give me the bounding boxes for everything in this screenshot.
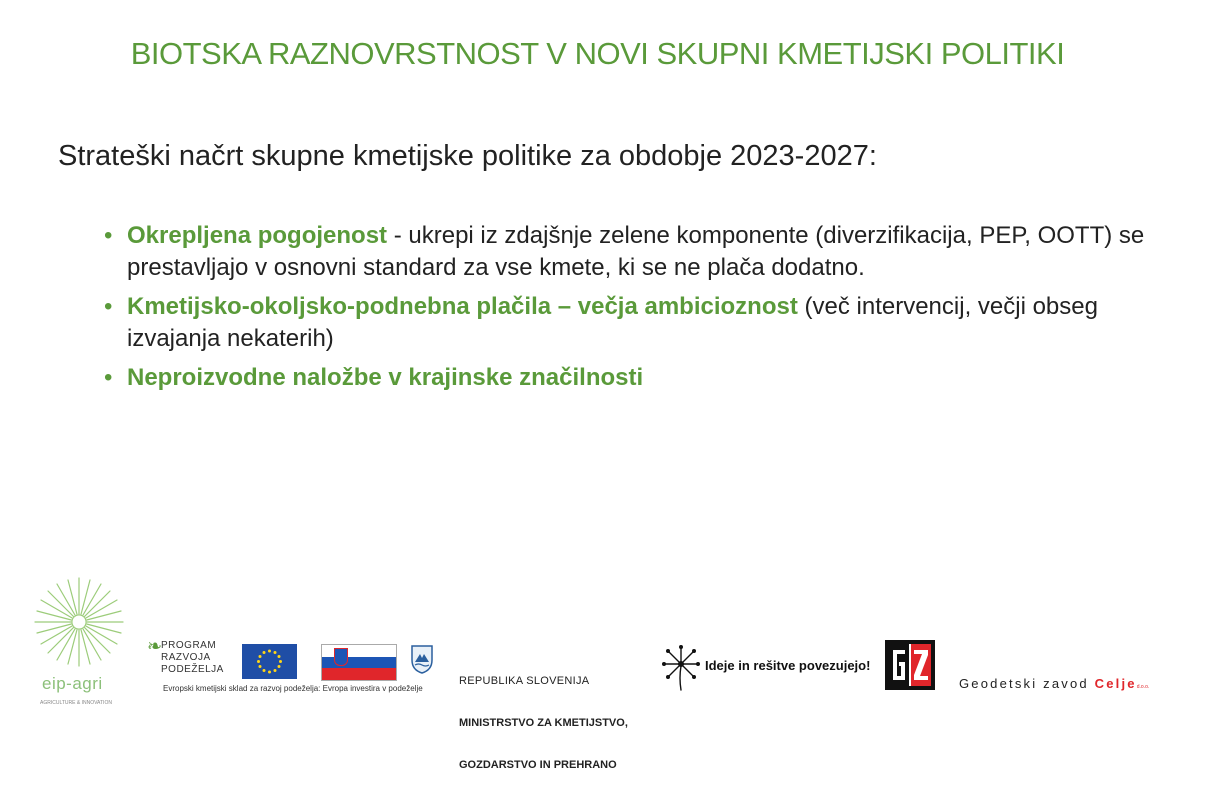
footer-logos [0, 570, 1225, 771]
bullet-text: - ukrepi iz zdajšnje zelene komponente (diverzifikacija, PEP, OOTT) se prestavljajo v osnovni standard za vse kmete, ki se ne plača dodatno. [127, 222, 1145, 281]
list-item [104, 220, 1179, 284]
gz-company-name [959, 676, 1149, 691]
ministry-line-2: MINISTRSTVO ZA KMETIJSTVO, [459, 717, 628, 729]
eip-agri-logo [28, 574, 130, 714]
ministry-line-1: REPUBLIKA SLOVENIJA [459, 675, 590, 687]
fund-caption: Evropski kmetijski sklad za razvoj podeželja: Evropa investira v podeželje [163, 684, 423, 693]
lead-text: Strateški načrt skupne kmetijske politike za obdobje 2023-2027: [58, 140, 877, 172]
gz-city-label: Celje [1094, 676, 1137, 691]
leaf-icon: ❧ [147, 636, 163, 656]
program-label: PROGRAM RAZVOJA PODEŽELJA [161, 640, 224, 675]
eip-agri-sublabel: AGRICULTURE & INNOVATION [40, 700, 112, 706]
eip-agri-label: eip-agri [42, 674, 103, 693]
coat-of-arms-icon [410, 644, 434, 674]
bullet-dot-icon: • [104, 222, 113, 249]
gz-company-label: Geodetski zavod [959, 676, 1095, 691]
dandelion-icon [661, 642, 703, 692]
bullet-highlight: Okrepljena pogojenost [127, 222, 388, 249]
bullet-dot-icon: • [104, 293, 113, 320]
bullet-highlight: Kmetijsko-okoljsko-podnebna plačila – večja ambicioznost [127, 293, 798, 320]
list-item [104, 291, 1179, 355]
gz-suffix-label: d.o.o. [1136, 684, 1150, 690]
ideje-label: Ideje in rešitve povezujejo! [705, 658, 871, 673]
bullet-highlight: Neproizvodne naložbe v krajinske značilnosti [127, 364, 644, 391]
bullet-list [104, 220, 1179, 401]
bullet-dot-icon: • [104, 364, 113, 391]
bullet-text: (več intervencij, večji obseg izvajanja nekaterih) [127, 293, 1098, 352]
eip-agri-burst-icon [28, 574, 130, 674]
gz-logo-icon [885, 640, 935, 690]
ministry-line-3: GOZDARSTVO IN PREHRANO [459, 759, 617, 771]
ideje-logo [661, 642, 871, 697]
page-title: BIOTSKA RAZNOVRSTNOST V NOVI SKUPNI KMETIJSKI POLITIKI [130, 36, 1065, 71]
slovenia-flag-icon [321, 644, 397, 681]
ministry-logo [459, 646, 628, 800]
list-item [104, 362, 1179, 394]
eu-flag-icon [242, 644, 297, 679]
